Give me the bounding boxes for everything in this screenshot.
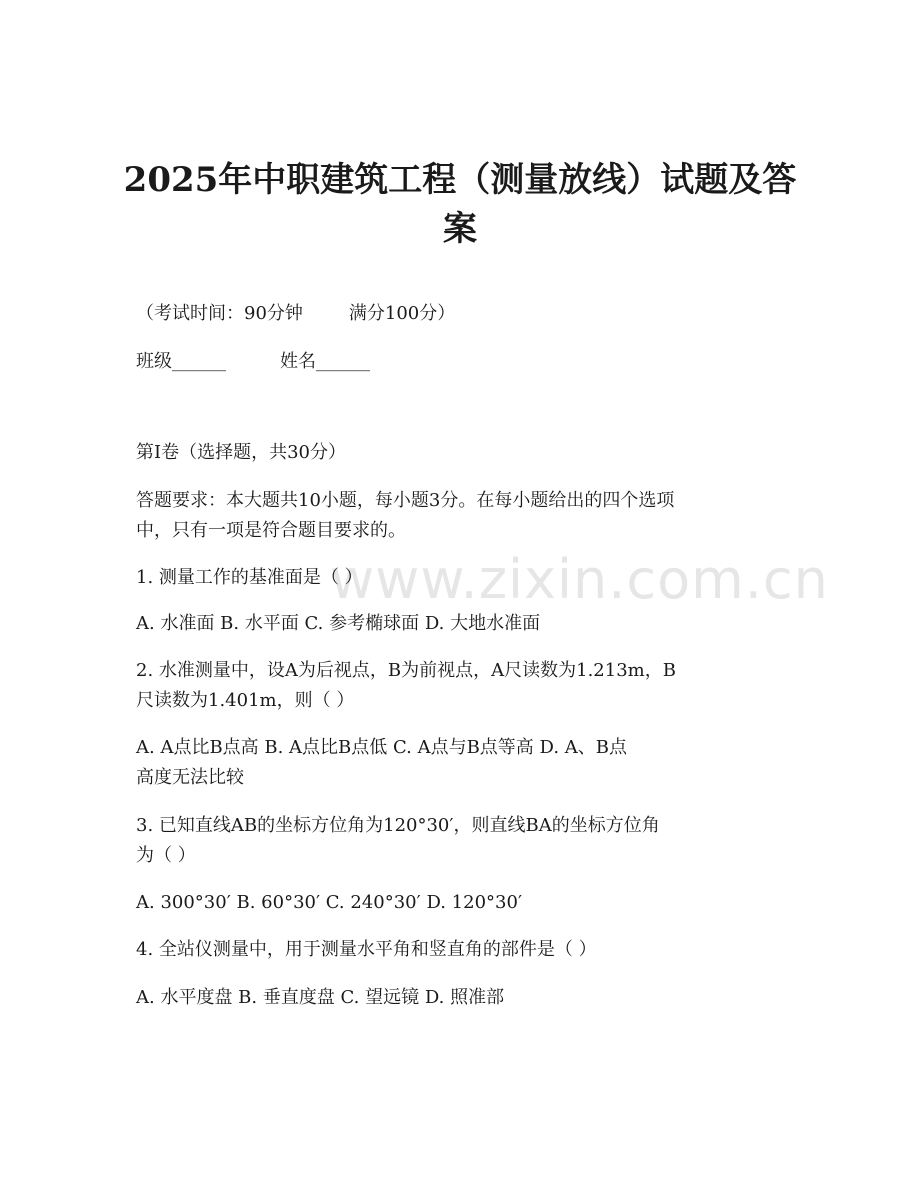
watermark: www.zixin.com.cn (330, 548, 829, 611)
question-2-stem-line2: 尺读数为1.401m，则（ ） (136, 690, 355, 711)
exam-score: 满分100分） (348, 303, 456, 324)
question-2-options-line2: 高度无法比较 (136, 767, 244, 788)
question-2-options-line1: A. A点比B点高 B. A点比B点低 C. A点与B点等高 D. A、B点 (136, 737, 627, 758)
question-1-options: A. 水准面 B. 水平面 C. 参考椭球面 D. 大地水准面 (136, 613, 541, 634)
instructions-line2: 中，只有一项是符合题目要求的。 (136, 520, 406, 541)
question-3-stem-line1: 3. 已知直线AB的坐标方位角为120°30′，则直线BA的坐标方位角 (136, 815, 660, 836)
exam-time: （考试时间：90分钟 (136, 303, 303, 324)
question-2-stem-line1: 2. 水准测量中，设A为后视点，B为前视点，A尺读数为1.213m，B (136, 660, 676, 681)
document-title-line2: 案 (443, 209, 477, 249)
question-3-options: A. 300°30′ B. 60°30′ C. 240°30′ D. 120°30′ (136, 892, 523, 913)
question-4-stem: 4. 全站仪测量中，用于测量水平角和竖直角的部件是（ ） (136, 939, 597, 960)
instructions-line1: 答题要求：本大题共10小题，每小题3分。在每小题给出的四个选项 (136, 490, 675, 511)
class-field: 班级______ (136, 351, 226, 372)
question-3-stem-line2: 为（ ） (136, 845, 196, 866)
exam-info (136, 299, 796, 329)
document-title-line1: 2025年中职建筑工程（测量放线）试题及答 (123, 160, 797, 200)
student-info (136, 347, 796, 377)
question-1-stem: 1. 测量工作的基准面是（ ） (136, 567, 363, 588)
section-heading: 第I卷（选择题，共30分） (136, 442, 347, 463)
name-field: 姓名______ (280, 351, 370, 372)
question-4-options: A. 水平度盘 B. 垂直度盘 C. 望远镜 D. 照准部 (136, 987, 505, 1008)
